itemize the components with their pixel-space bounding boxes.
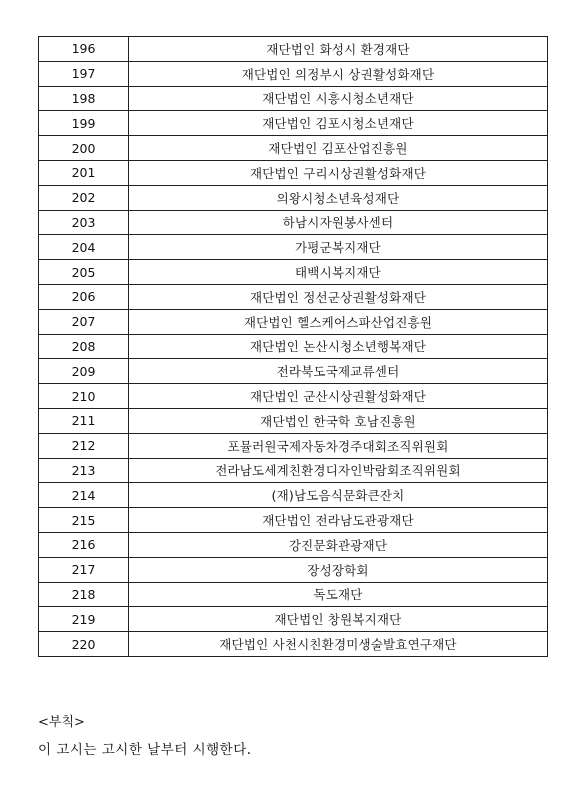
table-row [39, 260, 548, 285]
row-number-cell: 212 [39, 433, 129, 458]
organization-name-cell: 독도재단 [129, 582, 548, 607]
row-number-cell: 199 [39, 111, 129, 136]
organization-name-cell: 전라남도세계친환경디자인박람회조직위원회 [129, 458, 548, 483]
table-row [39, 111, 548, 136]
row-number-cell: 203 [39, 210, 129, 235]
table-row [39, 37, 548, 62]
organization-name-cell: 태백시복지재단 [129, 260, 548, 285]
table-row [39, 185, 548, 210]
table-row [39, 160, 548, 185]
organization-name-cell: 재단법인 정선군상권활성화재단 [129, 284, 548, 309]
table-row [39, 309, 548, 334]
organization-name-cell: 하남시자원봉사센터 [129, 210, 548, 235]
row-number-cell: 202 [39, 185, 129, 210]
organization-name-cell: 재단법인 한국학 호남진흥원 [129, 408, 548, 433]
organization-name-cell: 재단법인 시흥시청소년재단 [129, 86, 548, 111]
organization-name-cell: 재단법인 군산시상권활성화재단 [129, 384, 548, 409]
row-number-cell: 210 [39, 384, 129, 409]
row-number-cell: 214 [39, 483, 129, 508]
organization-name-cell: 재단법인 의정부시 상권활성화재단 [129, 61, 548, 86]
table-row [39, 632, 548, 657]
organization-table [38, 36, 548, 657]
row-number-cell: 204 [39, 235, 129, 260]
table-row [39, 61, 548, 86]
organization-name-cell: 재단법인 논산시청소년행복재단 [129, 334, 548, 359]
row-number-cell: 213 [39, 458, 129, 483]
organization-name-cell: 포뮬러원국제자동차경주대회조직위원회 [129, 433, 548, 458]
row-number-cell: 206 [39, 284, 129, 309]
row-number-cell: 218 [39, 582, 129, 607]
table-row [39, 284, 548, 309]
table-row [39, 408, 548, 433]
table-row [39, 458, 548, 483]
organization-name-cell: 재단법인 화성시 환경재단 [129, 37, 548, 62]
table-row [39, 532, 548, 557]
row-number-cell: 207 [39, 309, 129, 334]
table-row [39, 86, 548, 111]
table-row [39, 136, 548, 161]
organization-name-cell: 재단법인 김포시청소년재단 [129, 111, 548, 136]
organization-name-cell: (재)남도음식문화큰잔치 [129, 483, 548, 508]
table-row [39, 557, 548, 582]
supplement-text: 이 고시는 고시한 날부터 시행한다. [38, 742, 252, 758]
row-number-cell: 215 [39, 508, 129, 533]
row-number-cell: 216 [39, 532, 129, 557]
organization-name-cell: 의왕시청소년육성재단 [129, 185, 548, 210]
organization-name-cell: 전라북도국제교류센터 [129, 359, 548, 384]
organization-name-cell: 재단법인 창원복지재단 [129, 607, 548, 632]
table-row [39, 235, 548, 260]
organization-name-cell: 재단법인 구리시상권활성화재단 [129, 160, 548, 185]
table-row [39, 607, 548, 632]
organization-name-cell: 강진문화관광재단 [129, 532, 548, 557]
organization-name-cell: 재단법인 전라남도관광재단 [129, 508, 548, 533]
row-number-cell: 201 [39, 160, 129, 185]
table-row [39, 334, 548, 359]
table-row [39, 483, 548, 508]
organization-name-cell: 재단법인 김포산업진흥원 [129, 136, 548, 161]
organization-name-cell: 재단법인 헬스케어스파산업진흥원 [129, 309, 548, 334]
row-number-cell: 205 [39, 260, 129, 285]
organization-name-cell: 가평군복지재단 [129, 235, 548, 260]
row-number-cell: 197 [39, 61, 129, 86]
table-row [39, 384, 548, 409]
row-number-cell: 217 [39, 557, 129, 582]
organization-name-cell: 장성장학회 [129, 557, 548, 582]
row-number-cell: 200 [39, 136, 129, 161]
table-row [39, 433, 548, 458]
row-number-cell: 220 [39, 632, 129, 657]
row-number-cell: 198 [39, 86, 129, 111]
row-number-cell: 196 [39, 37, 129, 62]
table-row [39, 359, 548, 384]
row-number-cell: 209 [39, 359, 129, 384]
table-row [39, 210, 548, 235]
organization-name-cell: 재단법인 사천시친환경미생술발효연구재단 [129, 632, 548, 657]
supplement-title: <부칙> [38, 715, 85, 730]
table-row [39, 582, 548, 607]
row-number-cell: 208 [39, 334, 129, 359]
row-number-cell: 219 [39, 607, 129, 632]
organization-table-body [39, 37, 548, 657]
table-row [39, 508, 548, 533]
row-number-cell: 211 [39, 408, 129, 433]
